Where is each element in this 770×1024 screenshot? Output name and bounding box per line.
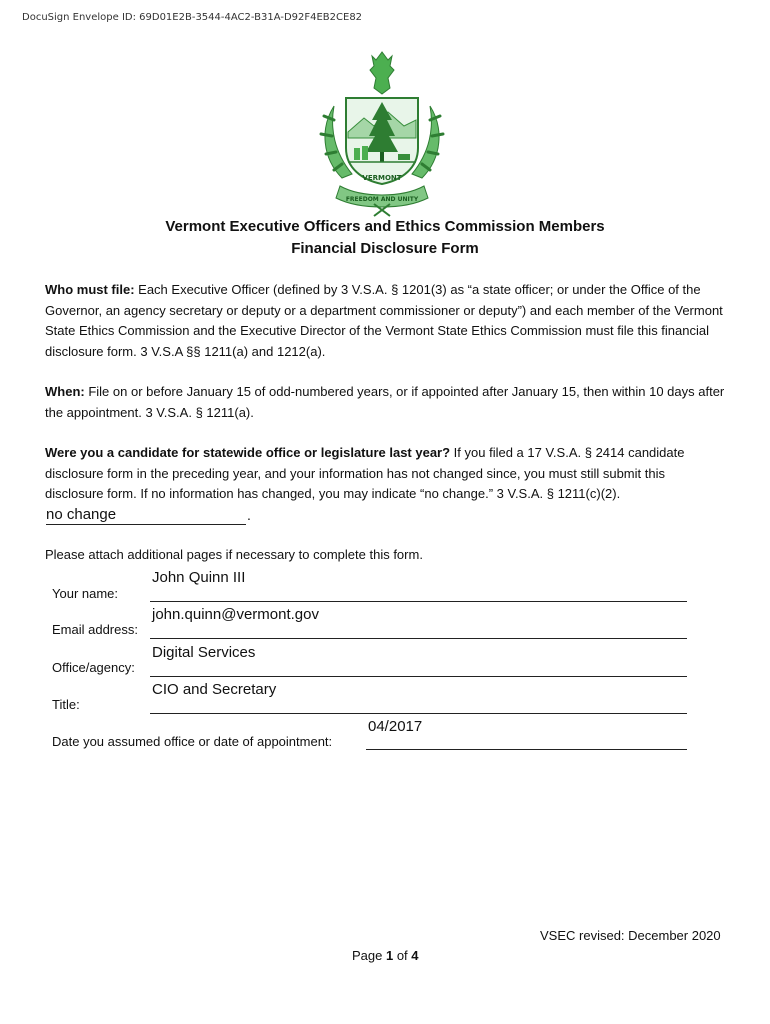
- date-label: Date you assumed office or date of appointment:: [52, 734, 333, 749]
- email-value: john.quinn@vermont.gov: [152, 606, 319, 623]
- page-of: of: [393, 948, 412, 963]
- candidate-question: Were you a candidate for statewide office or legislature last year?: [45, 445, 451, 460]
- when-label: When:: [45, 384, 85, 399]
- docusign-envelope-id: DocuSign Envelope ID: 69D01E2B-3544-4AC2-B31A-D92F4EB2CE82: [22, 12, 363, 23]
- no-change-value: no change: [46, 506, 117, 523]
- attach-note: Please attach additional pages if necessary to complete this form.: [45, 547, 423, 562]
- form-heading: [0, 216, 770, 260]
- when-paragraph: [45, 382, 725, 423]
- no-change-field[interactable]: [46, 506, 246, 525]
- name-label: Your name:: [52, 586, 119, 601]
- candidate-text: If you filed a 17 V.S.A. § 2414 candidate disclosure form in the preceding year, and your information has not changed since, you must still submit this disclosure form. If no information has changed, you may indicate “no change.” 3 V.S.A. § 1211(c)(2).: [45, 445, 685, 501]
- seal-text-motto: FREEDOM AND UNITY: [345, 196, 419, 203]
- form-title: Vermont Executive Officers and Ethics Commission Members: [165, 218, 605, 235]
- date-field[interactable]: [366, 749, 687, 750]
- title-field[interactable]: [150, 713, 687, 714]
- name-field[interactable]: [150, 601, 687, 602]
- date-value: 04/2017: [368, 718, 423, 735]
- candidate-paragraph: [45, 443, 725, 505]
- form-subtitle: Financial Disclosure Form: [291, 240, 479, 257]
- page-current: 1: [385, 948, 394, 963]
- office-label: Office/agency:: [52, 660, 135, 675]
- who-must-file-text: Each Executive Officer (defined by 3 V.S.A. § 1201(3) as “a state officer; or under the Office of the Governor, an agency secretary or deputy or a department commissioner or deputy”) and each member of the Vermont State Ethics Commission and the Executive Director of the Vermont State Ethics Commission must file this financial disclosure form. 3 V.S.A §§ 1211(a) and 1212(a).: [45, 282, 723, 359]
- name-value: John Quinn III: [152, 569, 246, 586]
- page-number: [352, 948, 419, 963]
- title-value: CIO and Secretary: [152, 681, 277, 698]
- when-text: File on or before January 15 of odd-numbered years, or if appointed after January 15, then within 10 days after the appointment. 3 V.S.A. § 1211(a).: [45, 384, 725, 420]
- title-label: Title:: [52, 697, 80, 712]
- revision-note: VSEC revised: December 2020: [540, 928, 721, 943]
- office-value: Digital Services: [152, 644, 256, 661]
- email-field[interactable]: [150, 638, 687, 639]
- office-field[interactable]: [150, 676, 687, 677]
- who-must-file-label: Who must file:: [45, 282, 135, 297]
- vermont-state-seal: [312, 48, 452, 218]
- seal-text-vermont: VERMONT: [362, 174, 402, 182]
- page-prefix: Page: [352, 948, 386, 963]
- no-change-period: .: [247, 507, 251, 523]
- email-label: Email address:: [52, 622, 138, 637]
- who-must-file-paragraph: [45, 280, 725, 362]
- page-total: 4: [411, 948, 419, 963]
- seal-crest: [370, 52, 394, 94]
